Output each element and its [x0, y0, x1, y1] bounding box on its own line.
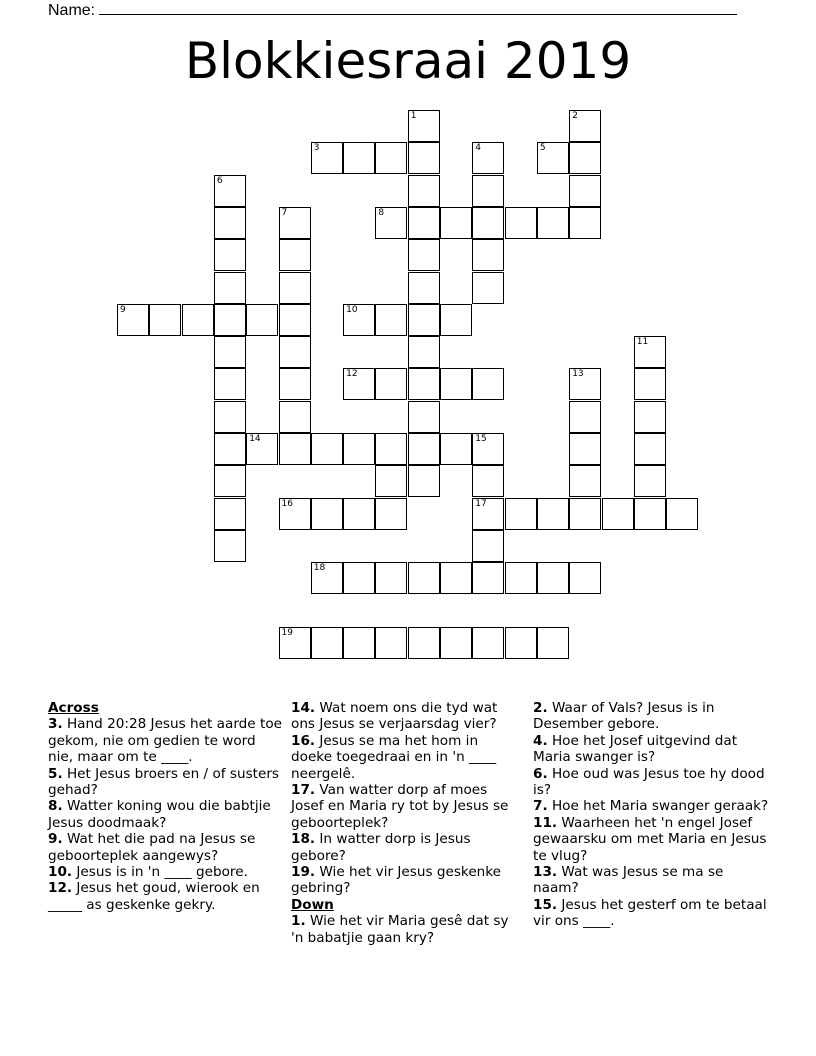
clue-number: 6 [216, 175, 223, 186]
clue-number: 4 [475, 143, 482, 154]
grid-cell[interactable] [505, 627, 537, 659]
clue-text: Wat noem ons die tyd wat ons Jesus se verjaarsdag vier? [291, 700, 498, 733]
grid-cell[interactable] [408, 239, 440, 271]
clue-number: 15 [475, 434, 487, 444]
grid-cell[interactable] [472, 465, 504, 497]
grid-cell[interactable] [440, 207, 472, 239]
grid-cell[interactable] [214, 401, 246, 433]
clue-item [533, 700, 769, 733]
grid-cell[interactable] [214, 272, 246, 304]
clue-number: 3 [313, 143, 320, 154]
clue-item [48, 766, 284, 799]
grid-cell[interactable] [408, 401, 440, 433]
grid-cell[interactable] [569, 207, 601, 239]
clue-number-label: 10. [48, 864, 73, 881]
clue-text: Het Jesus broers en / of susters gehad? [48, 765, 280, 799]
across-heading: Across [48, 700, 99, 716]
grid-cell[interactable] [408, 272, 440, 304]
grid-cell[interactable] [214, 465, 246, 497]
clue-item [291, 864, 523, 897]
grid-cell[interactable] [375, 207, 407, 239]
grid-cell[interactable] [246, 433, 278, 465]
grid-cell[interactable] [343, 562, 375, 594]
grid-cell[interactable] [408, 562, 440, 594]
grid-cell[interactable] [634, 465, 666, 497]
grid-cell[interactable] [569, 368, 601, 400]
clue-number-label: 15. [533, 896, 558, 913]
grid-cell[interactable] [311, 627, 343, 659]
clue-item [533, 766, 769, 799]
grid-cell[interactable] [537, 627, 569, 659]
grid-cell[interactable] [375, 304, 407, 336]
grid-cell[interactable] [569, 498, 601, 530]
grid-cell[interactable] [505, 498, 537, 530]
grid-cell[interactable] [505, 562, 537, 594]
grid-cell[interactable] [408, 304, 440, 336]
grid-cell[interactable] [408, 336, 440, 368]
clue-number-label: 18. [291, 831, 316, 848]
grid-cell[interactable] [343, 304, 375, 336]
grid-cell[interactable] [569, 110, 601, 142]
grid-cell[interactable] [375, 498, 407, 530]
clue-number: 18 [313, 563, 326, 574]
grid-cell[interactable] [279, 272, 311, 304]
clue-item [48, 864, 284, 880]
clue-text: Hand 20:28 Jesus het aarde toe gekom, nie om gedien te word nie, maar om te ____. [48, 716, 282, 766]
grid-cell[interactable] [569, 433, 601, 465]
clue-number: 10 [346, 304, 358, 315]
clue-number: 14 [249, 434, 261, 444]
grid-cell[interactable] [343, 627, 375, 659]
grid-cell[interactable] [472, 142, 504, 174]
grid-cell[interactable] [214, 433, 246, 465]
clue-number: 8 [378, 207, 385, 218]
clue-item [48, 798, 284, 831]
clue-number-label: 9. [48, 831, 63, 848]
grid-cell[interactable] [214, 239, 246, 271]
grid-cell[interactable] [472, 530, 504, 562]
grid-cell[interactable] [634, 498, 666, 530]
clue-number-label: 13. [533, 864, 558, 881]
grid-cell[interactable] [569, 401, 601, 433]
clue-number-label: 8. [48, 798, 63, 815]
grid-cell[interactable] [569, 142, 601, 174]
clue-item [291, 700, 523, 733]
grid-cell[interactable] [569, 562, 601, 594]
grid-cell[interactable] [408, 433, 440, 465]
grid-cell[interactable] [472, 562, 504, 594]
clue-number-label: 16. [291, 732, 316, 749]
grid-cell[interactable] [149, 304, 181, 336]
grid-cell[interactable] [279, 239, 311, 271]
clue-text: Jesus het gesterf om te betaal vir ons ____. [533, 896, 767, 930]
clue-number-label: 4. [533, 732, 548, 749]
grid-cell[interactable] [311, 498, 343, 530]
clue-text: Van watter dorp af moes Josef en Maria ry tot by Jesus se geboorteplek? [291, 782, 509, 831]
grid-cell[interactable] [214, 175, 246, 207]
grid-cell[interactable] [246, 304, 278, 336]
clue-text: Waar of Vals? Jesus is in Desember gebore. [533, 700, 715, 733]
grid-cell[interactable] [634, 433, 666, 465]
grid-cell[interactable] [472, 272, 504, 304]
grid-cell[interactable] [505, 207, 537, 239]
clue-number: 16 [281, 498, 293, 509]
clue-number-label: 12. [48, 880, 73, 897]
grid-cell[interactable] [279, 207, 311, 239]
grid-cell[interactable] [311, 562, 343, 594]
clue-number: 7 [281, 207, 288, 218]
name-label: Name: [48, 2, 96, 19]
clue-text: Hoe het Maria swanger geraak? [547, 798, 769, 815]
grid-cell[interactable] [279, 627, 311, 659]
clue-item [291, 782, 523, 831]
grid-cell[interactable] [343, 368, 375, 400]
grid-cell[interactable] [279, 336, 311, 368]
clue-item [533, 798, 769, 814]
grid-cell[interactable] [279, 498, 311, 530]
page-title: Blokkiesraai 2019 [184, 32, 632, 90]
grid-cell[interactable] [214, 498, 246, 530]
grid-cell[interactable] [537, 207, 569, 239]
clue-text: Wie het vir Maria gesê dat sy 'n babatjie gaan kry? [291, 913, 509, 946]
clue-text: Hoe het Josef uitgevind dat Maria swanger is? [533, 732, 738, 766]
clue-number: 12 [346, 369, 358, 380]
down-heading: Down [291, 896, 334, 913]
clues-column-1 [48, 700, 284, 913]
grid-cell[interactable] [279, 368, 311, 400]
grid-cell[interactable] [408, 368, 440, 400]
clue-item [291, 913, 523, 946]
clue-item [291, 831, 523, 864]
clue-text: Jesus se ma het hom in doeke toegedraai en in 'n ____ neergelê. [291, 732, 497, 782]
clue-text: In watter dorp is Jesus gebore? [291, 831, 471, 864]
grid-cell[interactable] [214, 336, 246, 368]
grid-cell[interactable] [408, 175, 440, 207]
clues-column-2 [291, 700, 523, 946]
grid-cell[interactable] [279, 304, 311, 336]
grid-cell[interactable] [214, 530, 246, 562]
grid-cell[interactable] [375, 562, 407, 594]
grid-cell[interactable] [279, 433, 311, 465]
grid-cell[interactable] [214, 368, 246, 400]
clue-item [48, 880, 284, 913]
clue-number-label: 11. [533, 814, 558, 831]
clue-number: 11 [636, 337, 649, 348]
clue-number-label: 17. [291, 782, 316, 799]
grid-cell[interactable] [472, 368, 504, 400]
clue-text: Jesus het goud, wierook en _____ as geskenke gekry. [48, 880, 260, 913]
clue-item [533, 815, 769, 864]
clue-text: Wie het vir Jesus geskenke gebring? [291, 864, 502, 897]
clue-number: 5 [539, 143, 546, 154]
grid-cell[interactable] [408, 142, 440, 174]
clue-number: 9 [120, 304, 126, 315]
grid-cell[interactable] [537, 562, 569, 594]
grid-cell[interactable] [408, 207, 440, 239]
grid-cell[interactable] [472, 175, 504, 207]
grid-cell[interactable] [634, 336, 666, 368]
grid-cell[interactable] [472, 207, 504, 239]
grid-cell[interactable] [537, 142, 569, 174]
grid-cell[interactable] [440, 562, 472, 594]
clue-number: 1 [410, 111, 417, 121]
clue-number-label: 2. [533, 700, 548, 716]
grid-cell[interactable] [472, 627, 504, 659]
grid-cell[interactable] [440, 433, 472, 465]
grid-cell[interactable] [343, 498, 375, 530]
clue-text: Waarheen het 'n engel Josef gewaarsku om met Maria en Jesus te vlug? [533, 814, 767, 864]
clue-number: 17 [475, 498, 487, 509]
clue-number-label: 6. [533, 765, 548, 782]
clue-text: Wat het die pad na Jesus se geboorteplek aangewys? [48, 831, 256, 864]
clue-text: Jesus is in 'n ____ gebore. [72, 864, 248, 881]
grid-cell[interactable] [343, 142, 375, 174]
clue-number-label: 1. [291, 913, 306, 930]
grid-cell[interactable] [440, 368, 472, 400]
grid-cell[interactable] [311, 433, 343, 465]
clue-item [291, 733, 523, 782]
clue-item [533, 733, 769, 766]
grid-cell[interactable] [634, 368, 666, 400]
grid-cell[interactable] [375, 433, 407, 465]
grid-cell[interactable] [472, 498, 504, 530]
clue-text: Watter koning wou die babtjie Jesus doodmaak? [48, 798, 271, 831]
clue-number: 2 [572, 111, 578, 121]
clue-number-label: 3. [48, 716, 63, 733]
clue-number-label: 14. [291, 700, 316, 716]
grid-cell[interactable] [569, 465, 601, 497]
clue-number-label: 7. [533, 798, 548, 815]
grid-cell[interactable] [343, 433, 375, 465]
grid-cell[interactable] [117, 304, 149, 336]
clue-text: Wat was Jesus se ma se naam? [533, 864, 724, 897]
grid-cell[interactable] [311, 142, 343, 174]
grid-cell[interactable] [602, 498, 634, 530]
grid-cell[interactable] [279, 401, 311, 433]
clue-number: 19 [281, 627, 293, 638]
grid-cell[interactable] [440, 627, 472, 659]
clue-number-label: 5. [48, 765, 63, 782]
grid-cell[interactable] [666, 498, 698, 530]
grid-cell[interactable] [440, 304, 472, 336]
clue-item [48, 831, 284, 864]
grid-cell[interactable] [375, 465, 407, 497]
grid-cell[interactable] [182, 304, 214, 336]
clue-item [533, 897, 769, 930]
grid-cell[interactable] [214, 304, 246, 336]
grid-cell[interactable] [408, 465, 440, 497]
grid-cell[interactable] [408, 627, 440, 659]
grid-cell[interactable] [569, 175, 601, 207]
clue-text: Hoe oud was Jesus toe hy dood is? [533, 765, 765, 799]
grid-cell[interactable] [408, 110, 440, 142]
clue-number: 13 [572, 369, 584, 380]
grid-cell[interactable] [472, 239, 504, 271]
grid-cell[interactable] [634, 401, 666, 433]
grid-cell[interactable] [375, 627, 407, 659]
clue-item [533, 864, 769, 897]
grid-cell[interactable] [472, 433, 504, 465]
clue-number-label: 19. [291, 864, 316, 881]
grid-cell[interactable] [375, 368, 407, 400]
grid-cell[interactable] [214, 207, 246, 239]
grid-cell[interactable] [537, 498, 569, 530]
clues-column-3 [533, 700, 769, 930]
grid-cell[interactable] [375, 142, 407, 174]
clue-item [48, 716, 284, 765]
